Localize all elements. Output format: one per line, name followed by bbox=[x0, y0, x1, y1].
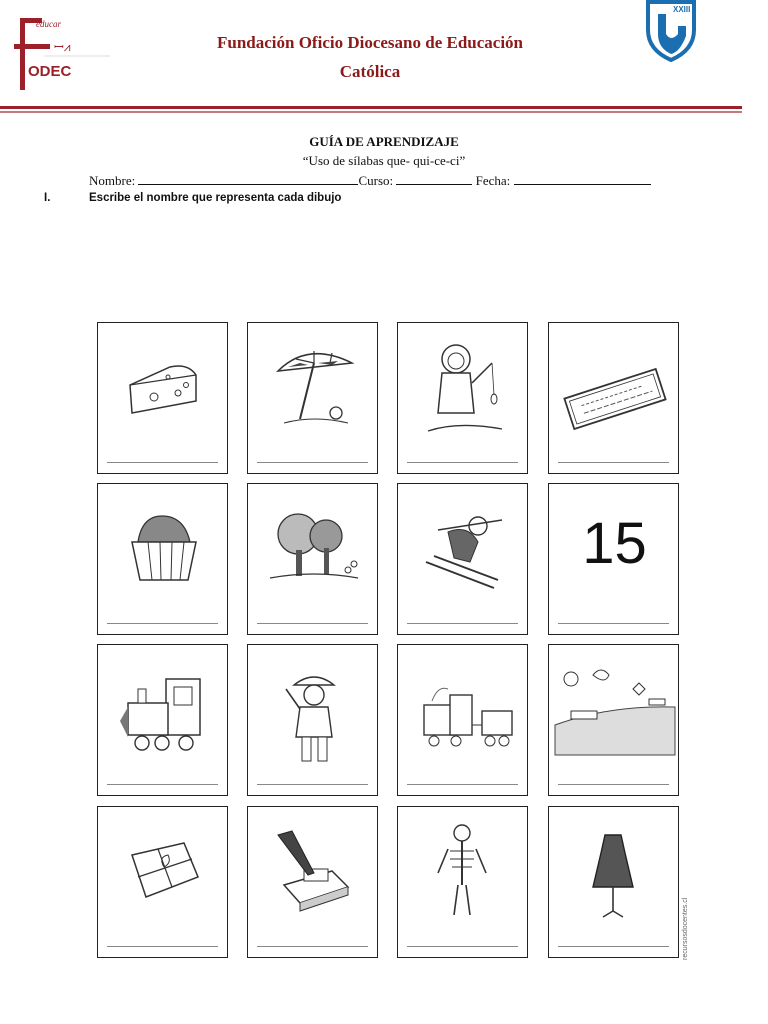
locomotive-icon bbox=[98, 645, 229, 775]
answer-line[interactable] bbox=[107, 946, 218, 947]
shield-text: XXIII bbox=[673, 5, 691, 14]
fodec-logo-icon bbox=[14, 18, 110, 94]
answer-line[interactable] bbox=[407, 623, 518, 624]
answer-line[interactable] bbox=[257, 462, 368, 463]
cowboy-icon bbox=[248, 645, 379, 775]
date-field[interactable] bbox=[514, 173, 651, 185]
trees-icon bbox=[248, 484, 379, 614]
header-divider-thin bbox=[0, 111, 742, 113]
org-name-line1: Fundación Oficio Diocesano de Educación bbox=[216, 33, 524, 52]
answer-line[interactable] bbox=[107, 784, 218, 785]
logo-main-text: ODEC bbox=[28, 63, 72, 80]
skeleton-icon bbox=[398, 807, 529, 937]
student-fields bbox=[89, 173, 651, 189]
answer-line[interactable] bbox=[558, 462, 669, 463]
answer-line[interactable] bbox=[407, 462, 518, 463]
picture-card-dress bbox=[548, 806, 679, 958]
beach-umbrella-icon bbox=[248, 323, 379, 453]
svg-text:ꟷ⩘: ꟷ⩘ bbox=[54, 40, 71, 54]
answer-line[interactable] bbox=[558, 784, 669, 785]
header-divider bbox=[0, 106, 742, 109]
package-icon bbox=[98, 807, 229, 937]
organization-name bbox=[160, 28, 580, 86]
answer-line[interactable] bbox=[107, 462, 218, 463]
date-label: Fecha: bbox=[475, 173, 511, 188]
name-label: Nombre: bbox=[89, 173, 136, 188]
picture-card-skeleton bbox=[397, 806, 528, 958]
picture-card-cowboy bbox=[247, 644, 378, 796]
guide-title: GUÍA DE APRENDIZAJE bbox=[309, 134, 459, 149]
picture-card-locomotive bbox=[97, 644, 228, 796]
picture-card-fifteen bbox=[548, 483, 679, 635]
cheese-icon bbox=[98, 323, 229, 453]
picture-card-park bbox=[548, 644, 679, 796]
number-fifteen-icon: 15 bbox=[582, 511, 647, 576]
answer-line[interactable] bbox=[407, 946, 518, 947]
eskimo-fishing-icon bbox=[398, 323, 529, 453]
picture-card-cupcake bbox=[97, 483, 228, 635]
picture-card-package bbox=[97, 806, 228, 958]
section-number: I. bbox=[44, 192, 51, 204]
cupcake-icon bbox=[98, 484, 229, 614]
knife-butter-icon bbox=[248, 807, 379, 937]
picture-card-umbrella bbox=[247, 322, 378, 474]
answer-line[interactable] bbox=[407, 784, 518, 785]
dress-mannequin-icon bbox=[549, 807, 680, 937]
picture-card-trees bbox=[247, 483, 378, 635]
name-field[interactable] bbox=[138, 173, 358, 185]
picture-card-train bbox=[397, 644, 528, 796]
instruction-text: Escribe el nombre que representa cada dibujo bbox=[89, 192, 342, 204]
org-name-line2: Católica bbox=[339, 62, 401, 81]
logo-top-text: educar bbox=[36, 19, 61, 29]
skier-icon bbox=[398, 484, 529, 614]
answer-line[interactable] bbox=[107, 623, 218, 624]
shield-logo-icon bbox=[640, 0, 702, 62]
course-label: Curso: bbox=[358, 173, 394, 188]
picture-card-eskimo bbox=[397, 322, 528, 474]
answer-line[interactable] bbox=[257, 784, 368, 785]
picture-card-check bbox=[548, 322, 679, 474]
course-field[interactable] bbox=[396, 173, 472, 185]
check-paper-icon bbox=[549, 323, 680, 453]
picture-card-skier bbox=[397, 483, 528, 635]
answer-line[interactable] bbox=[558, 623, 669, 624]
answer-line[interactable] bbox=[257, 623, 368, 624]
picture-card-knife bbox=[247, 806, 378, 958]
park-sky-icon bbox=[549, 645, 680, 775]
picture-card-cheese bbox=[97, 322, 228, 474]
answer-line[interactable] bbox=[257, 946, 368, 947]
source-credit: recursosdocentes.cl bbox=[682, 897, 689, 960]
answer-line[interactable] bbox=[558, 946, 669, 947]
train-icon bbox=[398, 645, 529, 775]
instruction bbox=[44, 192, 341, 204]
guide-subtitle: “Uso de sílabas que- qui-ce-ci” bbox=[302, 153, 466, 168]
